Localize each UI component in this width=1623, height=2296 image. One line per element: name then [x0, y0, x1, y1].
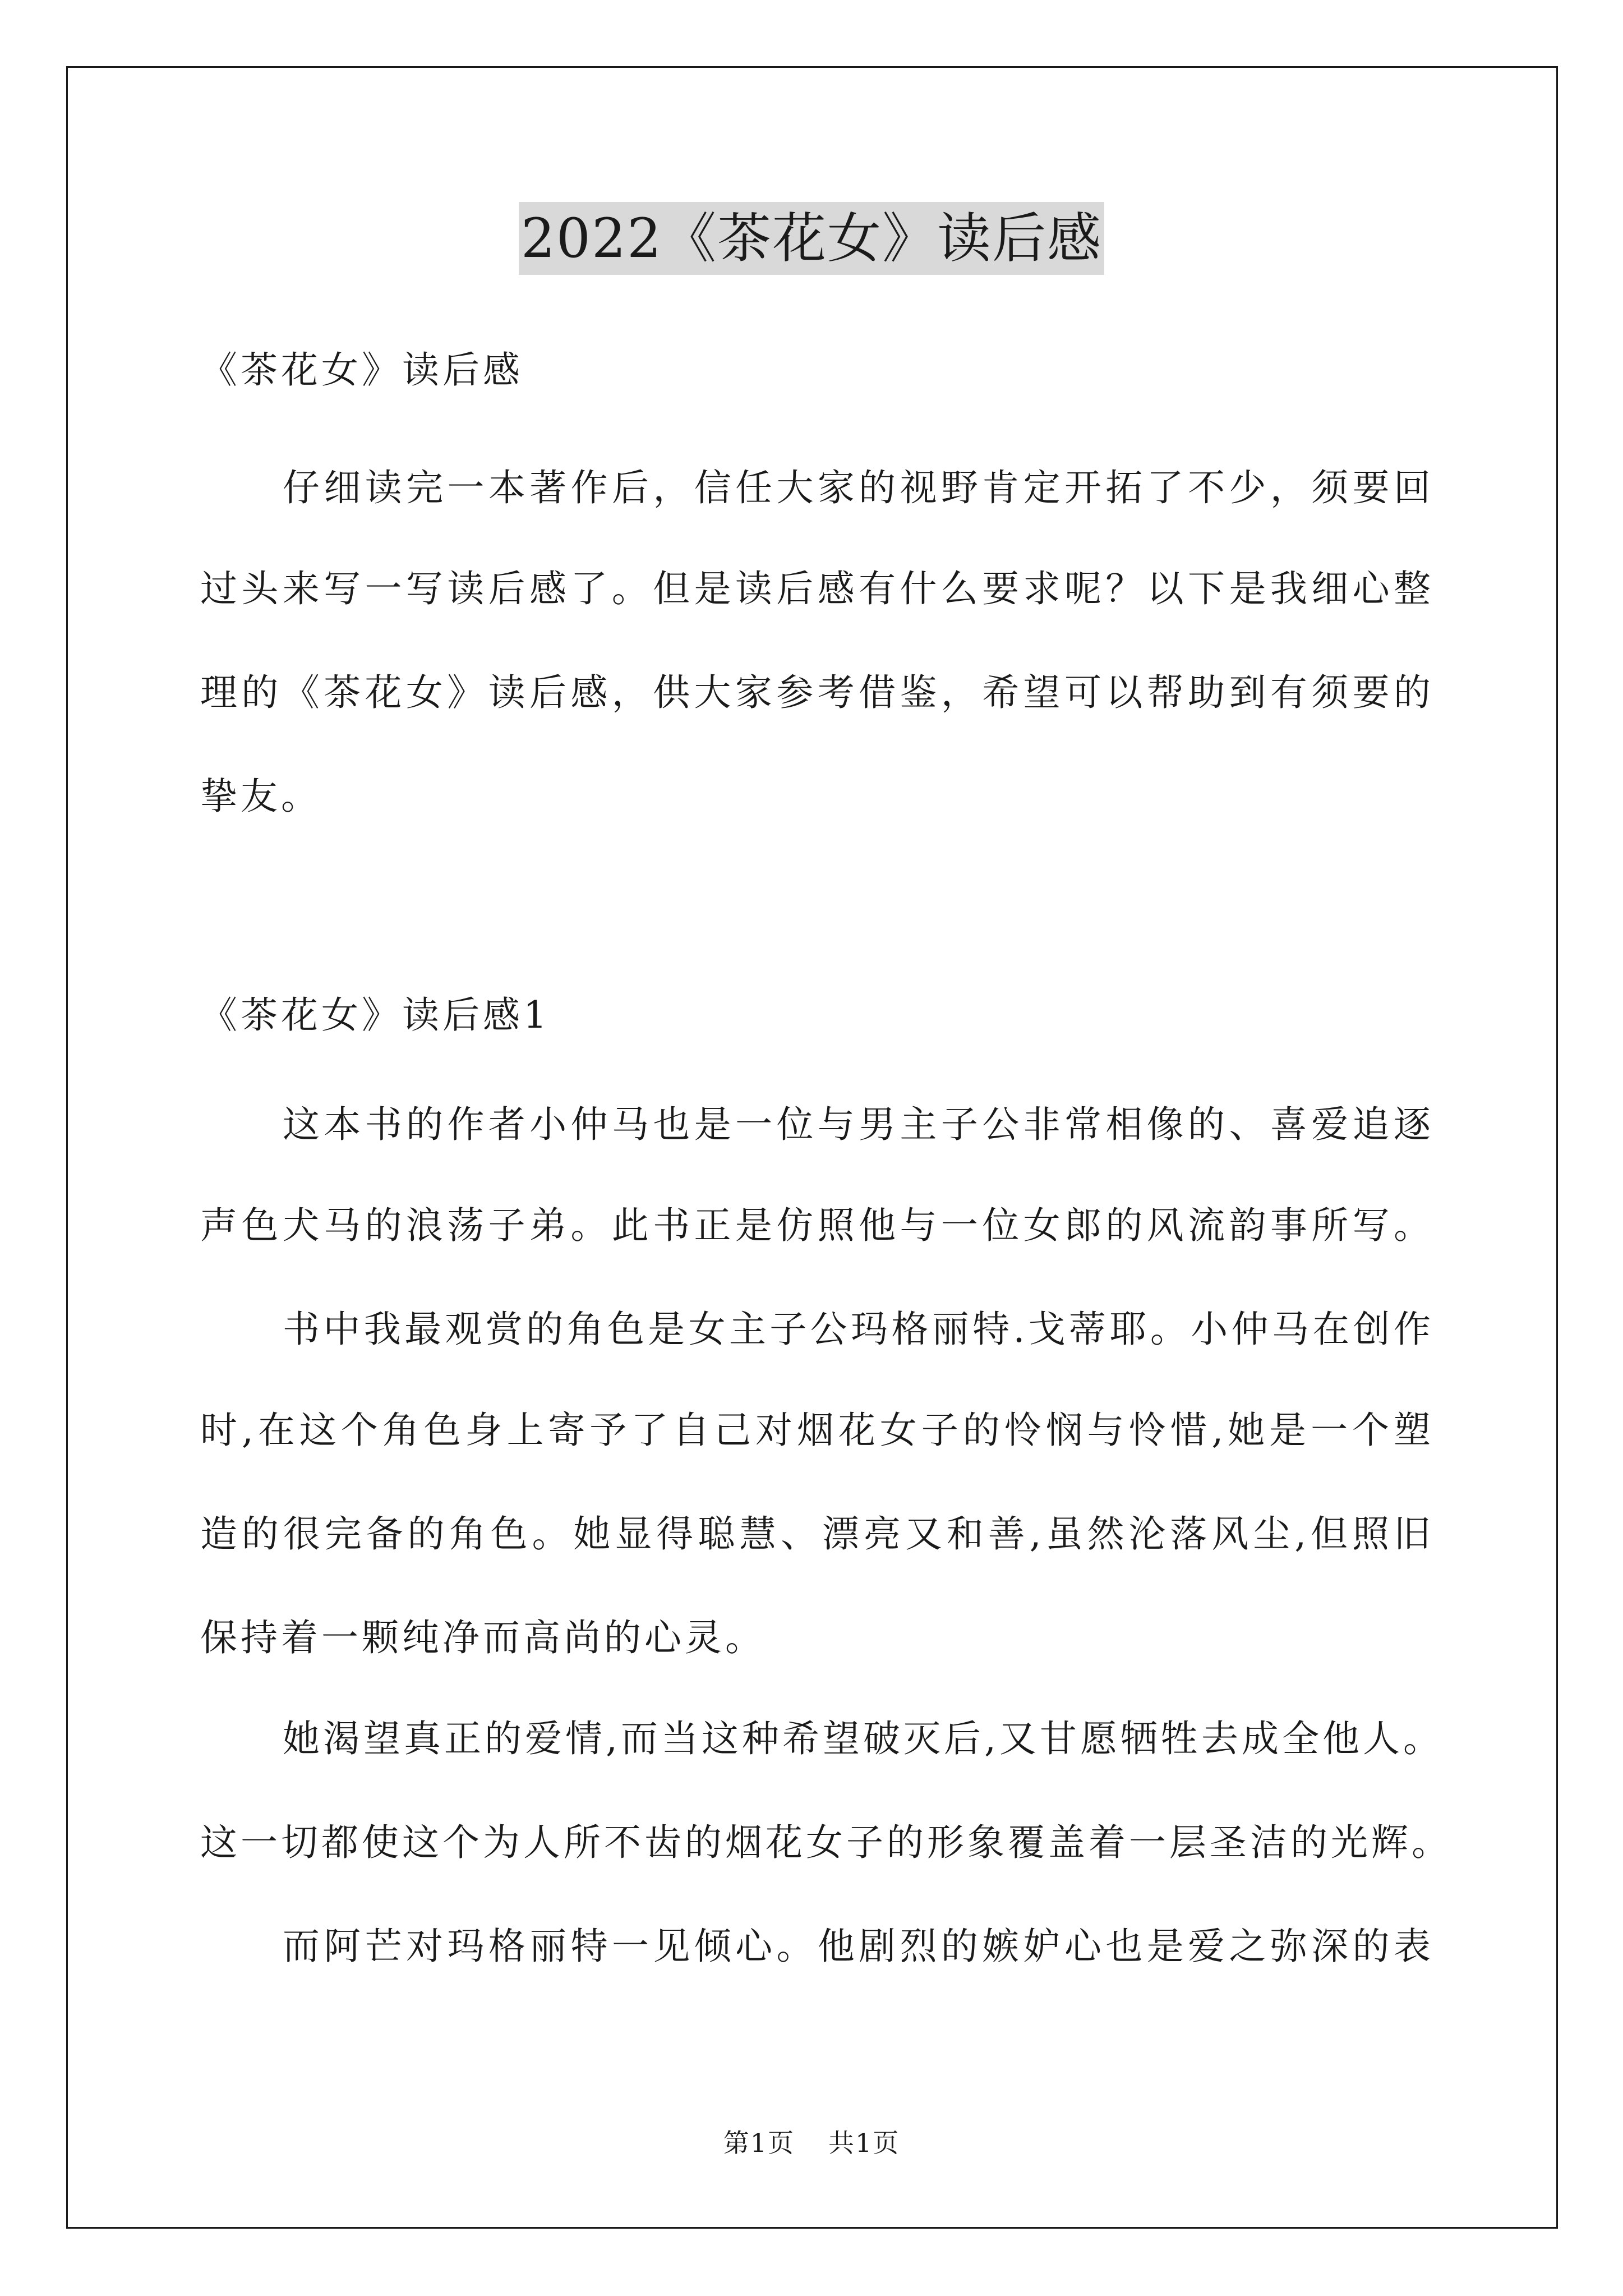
paragraph-line: 这本书的作者小仲马也是一位与男主子公非常相像的、喜爱追逐	[283, 1103, 1434, 1146]
paragraph-line: 挚友。	[200, 775, 321, 818]
section-heading: 《茶花女》读后感	[200, 348, 523, 392]
page-total: 共1页	[828, 2128, 900, 2158]
paragraph-line: 理的《茶花女》读后感，供大家参考借鉴，希望可以帮助到有须要的	[200, 671, 1434, 714]
page-footer	[0, 2126, 1623, 2160]
paragraph-line: 造的很完备的角色。她显得聪慧、漂亮又和善,虽然沦落风尘,但照旧	[200, 1512, 1434, 1556]
paragraph-line: 声色犬马的浪荡子弟。此书正是仿照他与一位女郎的风流韵事所写。	[200, 1204, 1434, 1247]
paragraph-line: 时,在这个角色身上寄予了自己对烟花女子的怜悯与怜惜,她是一个塑	[200, 1409, 1434, 1452]
paragraph-line: 而阿芒对玛格丽特一见倾心。他剧烈的嫉妒心也是爱之弥深的表	[283, 1925, 1434, 1968]
paragraph-line: 保持着一颗纯净而高尚的心灵。	[200, 1616, 766, 1659]
paragraph-line: 书中我最观赏的角色是女主子公玛格丽特.戈蒂耶。小仲马在创作	[283, 1308, 1434, 1351]
paragraph-line: 她渴望真正的爱情,而当这种希望破灭后,又甘愿牺牲去成全他人。	[283, 1717, 1444, 1760]
page-number: 第1页	[723, 2128, 795, 2158]
paragraph-line: 仔细读完一本著作后，信任大家的视野肯定开拓了不少，须要回	[283, 466, 1434, 509]
document-title: 2022《茶花女》读后感	[519, 202, 1104, 275]
section-heading: 《茶花女》读后感1	[200, 993, 550, 1037]
paragraph-line: 这一切都使这个为人所不齿的烟花女子的形象覆盖着一层圣洁的光辉。	[200, 1821, 1452, 1864]
title-container	[0, 202, 1623, 275]
paragraph-line: 过头来写一写读后感了。但是读后感有什么要求呢？以下是我细心整	[200, 567, 1434, 610]
